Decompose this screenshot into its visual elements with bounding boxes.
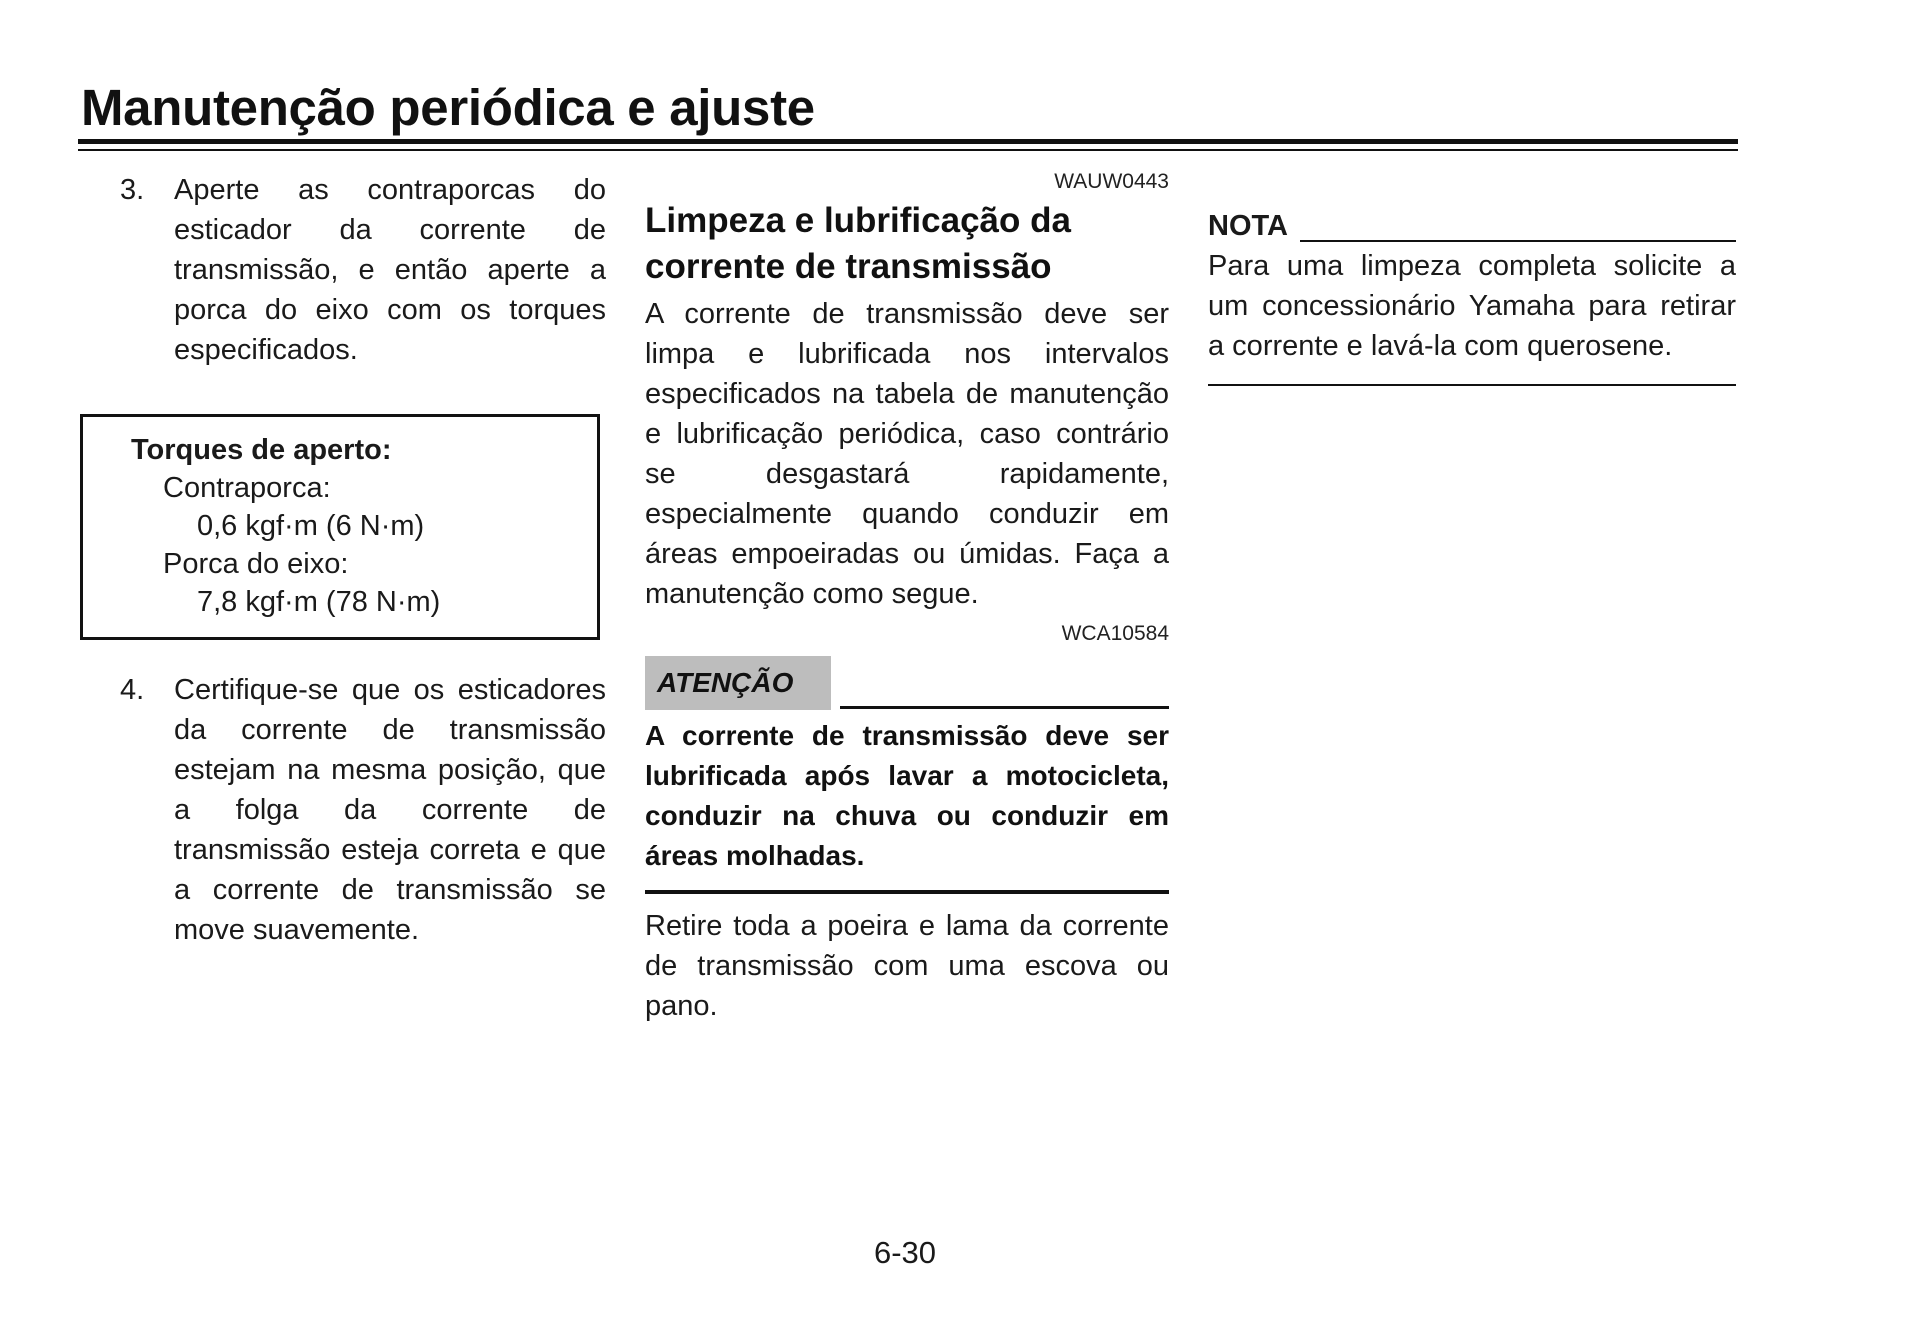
column-middle bbox=[645, 170, 1169, 1026]
page-title: Manutenção periódica e ajuste bbox=[81, 79, 815, 136]
step-number: 4. bbox=[120, 674, 145, 706]
column-left bbox=[80, 170, 606, 950]
section-code: WAUW0443 bbox=[1054, 170, 1169, 193]
title-rule-thin bbox=[78, 149, 1738, 151]
torque-value-locknut: 0,6 kgf·m (6 N·m) bbox=[197, 510, 425, 542]
warning-end-rule bbox=[645, 890, 1169, 894]
torque-specification-box bbox=[80, 414, 600, 640]
step-number: 3. bbox=[120, 174, 145, 206]
section-paragraph-2: Retire toda a poeira e lama da corrente de transmissão com uma escova ou pano. bbox=[645, 910, 1169, 1022]
page-number: 6-30 bbox=[873, 1235, 937, 1270]
note-header bbox=[1208, 206, 1736, 246]
torque-value-axle-nut: 7,8 kgf·m (78 N·m) bbox=[197, 586, 441, 618]
note-end-rule bbox=[1208, 384, 1736, 386]
note-label: NOTA bbox=[1208, 210, 1289, 242]
step-text: Aperte as contraporcas do esticador da corrente de transmissão, e então aperte a porca do eixo com os torques especificados. bbox=[174, 174, 606, 366]
section-heading: Limpeza e lubrificação da corrente de transmissão bbox=[645, 201, 1071, 286]
note-text: Para uma limpeza completa solicite a um concessionário Yamaha para retirar a corrente e lavá-la com querosene. bbox=[1208, 250, 1736, 362]
torque-label-locknut: Contraporca: bbox=[163, 472, 331, 504]
warning-label: ATENÇÃO bbox=[645, 656, 831, 710]
section-paragraph: A corrente de transmissão deve ser limpa e lubrificada nos intervalos especificados na tabela de manutenção e lubrificação periódica, caso contrário se desgastará rapidamente, especialmente quando conduzir em áreas empoeiradas ou úmidas. Faça a manutenção como segue. bbox=[645, 298, 1169, 610]
column-right bbox=[1208, 170, 1736, 386]
title-rule bbox=[78, 139, 1738, 144]
torque-label-axle-nut: Porca do eixo: bbox=[163, 548, 349, 580]
warning-header bbox=[645, 656, 1169, 710]
note-header-rule bbox=[1300, 240, 1736, 242]
step-3 bbox=[80, 170, 606, 370]
step-text: Certifique-se que os esticadores da corrente de transmissão estejam na mesma posição, que a folga da corrente de transmissão esteja correta e que a corrente de transmissão se move suavemente. bbox=[174, 674, 606, 946]
torque-box-title: Torques de aperto: bbox=[131, 434, 392, 466]
warning-text: A corrente de transmissão deve ser lubrificada após lavar a motocicleta, conduzir na chuva ou conduzir em áreas molhadas. bbox=[645, 720, 1169, 871]
step-4 bbox=[80, 670, 606, 950]
warning-code: WCA10584 bbox=[1061, 622, 1169, 645]
warning-header-rule bbox=[840, 706, 1169, 709]
